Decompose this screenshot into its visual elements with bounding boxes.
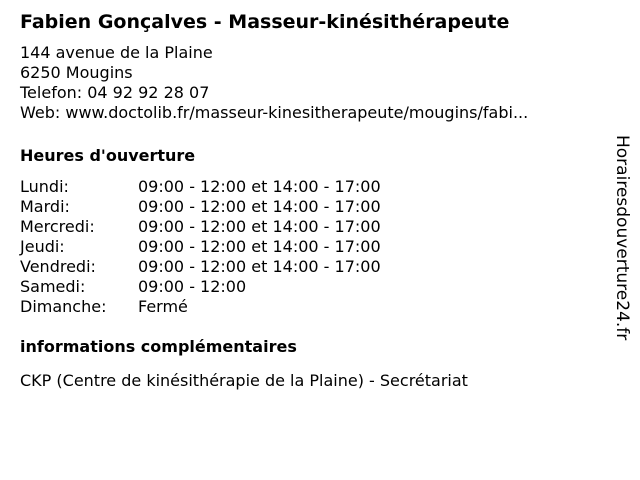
time-value: 09:00 - 12:00 [138, 277, 247, 296]
day-label: Mardi: [20, 197, 70, 216]
day-label: Dimanche: [20, 297, 107, 316]
hours-row-sunday [20, 297, 600, 317]
hours-row-monday [20, 177, 600, 197]
time-value: 09:00 - 12:00 et 14:00 - 17:00 [138, 197, 381, 216]
additional-info-text: CKP (Centre de kinésithérapie de la Plaine) - Secrétariat [20, 371, 468, 390]
website-link: Web: www.doctolib.fr/masseur-kinesitherapeute/mougins/fabi... [20, 103, 529, 122]
street-address: 144 avenue de la Plaine [20, 43, 213, 62]
time-value: 09:00 - 12:00 et 14:00 - 17:00 [138, 217, 381, 236]
address-block [20, 43, 600, 123]
day-label: Vendredi: [20, 257, 96, 276]
day-label: Jeudi: [20, 237, 65, 256]
business-listing [20, 10, 600, 391]
hours-row-thursday [20, 237, 600, 257]
opening-hours-heading: Heures d'ouverture [20, 146, 196, 165]
phone-number: Telefon: 04 92 92 28 07 [20, 83, 210, 102]
hours-row-tuesday [20, 197, 600, 217]
day-label: Samedi: [20, 277, 86, 296]
site-watermark: Horairesdouverture24.fr [612, 135, 632, 341]
time-value: Fermé [138, 297, 188, 316]
time-value: 09:00 - 12:00 et 14:00 - 17:00 [138, 237, 381, 256]
additional-info-heading: informations complémentaires [20, 337, 297, 356]
opening-hours-table [20, 177, 600, 317]
hours-row-wednesday [20, 217, 600, 237]
city-address: 6250 Mougins [20, 63, 133, 82]
hours-row-saturday [20, 277, 600, 297]
time-value: 09:00 - 12:00 et 14:00 - 17:00 [138, 177, 381, 196]
day-label: Lundi: [20, 177, 69, 196]
day-label: Mercredi: [20, 217, 95, 236]
hours-row-friday [20, 257, 600, 277]
time-value: 09:00 - 12:00 et 14:00 - 17:00 [138, 257, 381, 276]
business-title: Fabien Gonçalves - Masseur-kinésithérapeute [20, 11, 510, 33]
